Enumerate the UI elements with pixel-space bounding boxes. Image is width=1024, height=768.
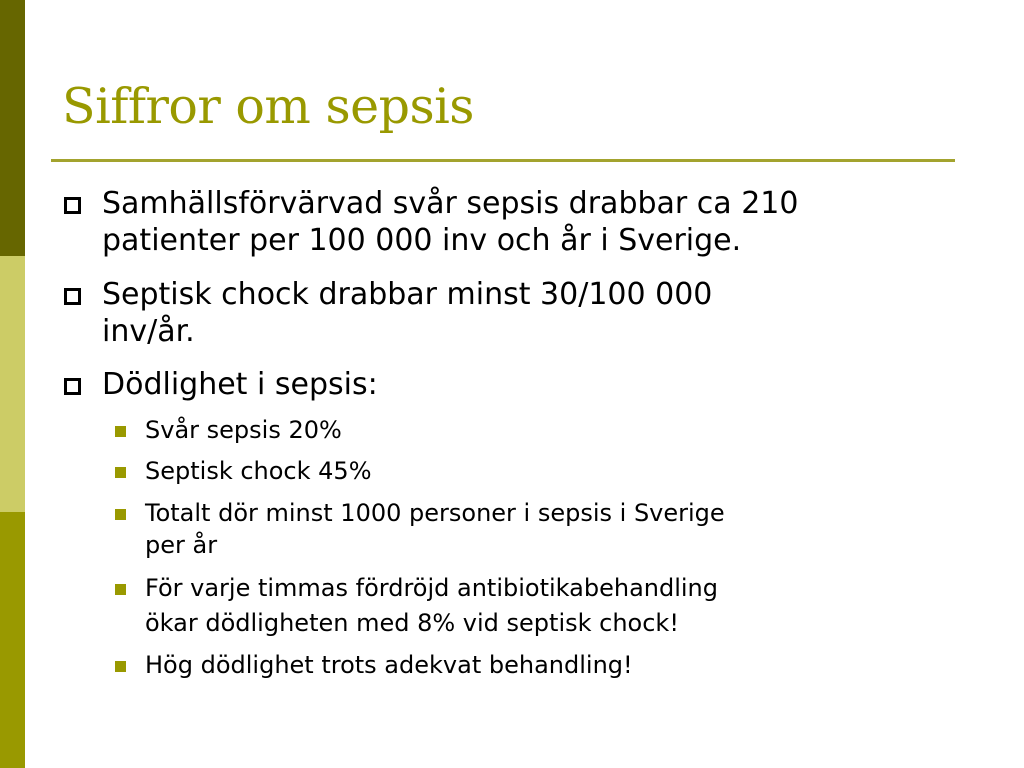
filled-square-bullet-icon — [115, 509, 126, 520]
decorative-sidebar — [0, 0, 25, 768]
bullet-text-line: Septisk chock drabbar minst 30/100 000 — [102, 277, 713, 312]
filled-square-bullet-icon — [115, 661, 126, 672]
sub-bullet-text-line: Septisk chock 45% — [145, 457, 372, 485]
hollow-square-bullet-icon — [64, 288, 81, 305]
sub-bullet-text-line: För varje timmas fördröjd antibiotikabehandling — [145, 574, 718, 602]
filled-square-bullet-icon — [115, 426, 126, 437]
slide-title: Siffror om sepsis — [62, 78, 474, 135]
sidebar-segment-medium — [0, 512, 25, 768]
filled-square-bullet-icon — [115, 584, 126, 595]
sub-bullet-text-line: Totalt dör minst 1000 personer i sepsis i Sverige — [145, 499, 725, 527]
sub-bullet-text-line: Svår sepsis 20% — [145, 416, 342, 444]
filled-square-bullet-icon — [115, 467, 126, 478]
sub-bullet-text-line: per år — [145, 531, 218, 559]
sub-bullet-text-line: Hög dödlighet trots adekvat behandling! — [145, 651, 633, 679]
bullet-text-line: Samhällsförvärvad svår sepsis drabbar ca 210 — [102, 186, 799, 221]
sub-bullet-text-line: ökar dödligheten med 8% vid septisk chock! — [145, 609, 679, 637]
bullet-text-line: inv/år. — [102, 314, 195, 349]
title-divider — [51, 159, 955, 162]
sidebar-segment-light — [0, 256, 25, 512]
bullet-text-line: Dödlighet i sepsis: — [102, 367, 378, 402]
hollow-square-bullet-icon — [64, 378, 81, 395]
sidebar-segment-dark — [0, 0, 25, 256]
bullet-text-line: patienter per 100 000 inv och år i Sverige. — [102, 223, 742, 258]
hollow-square-bullet-icon — [64, 197, 81, 214]
